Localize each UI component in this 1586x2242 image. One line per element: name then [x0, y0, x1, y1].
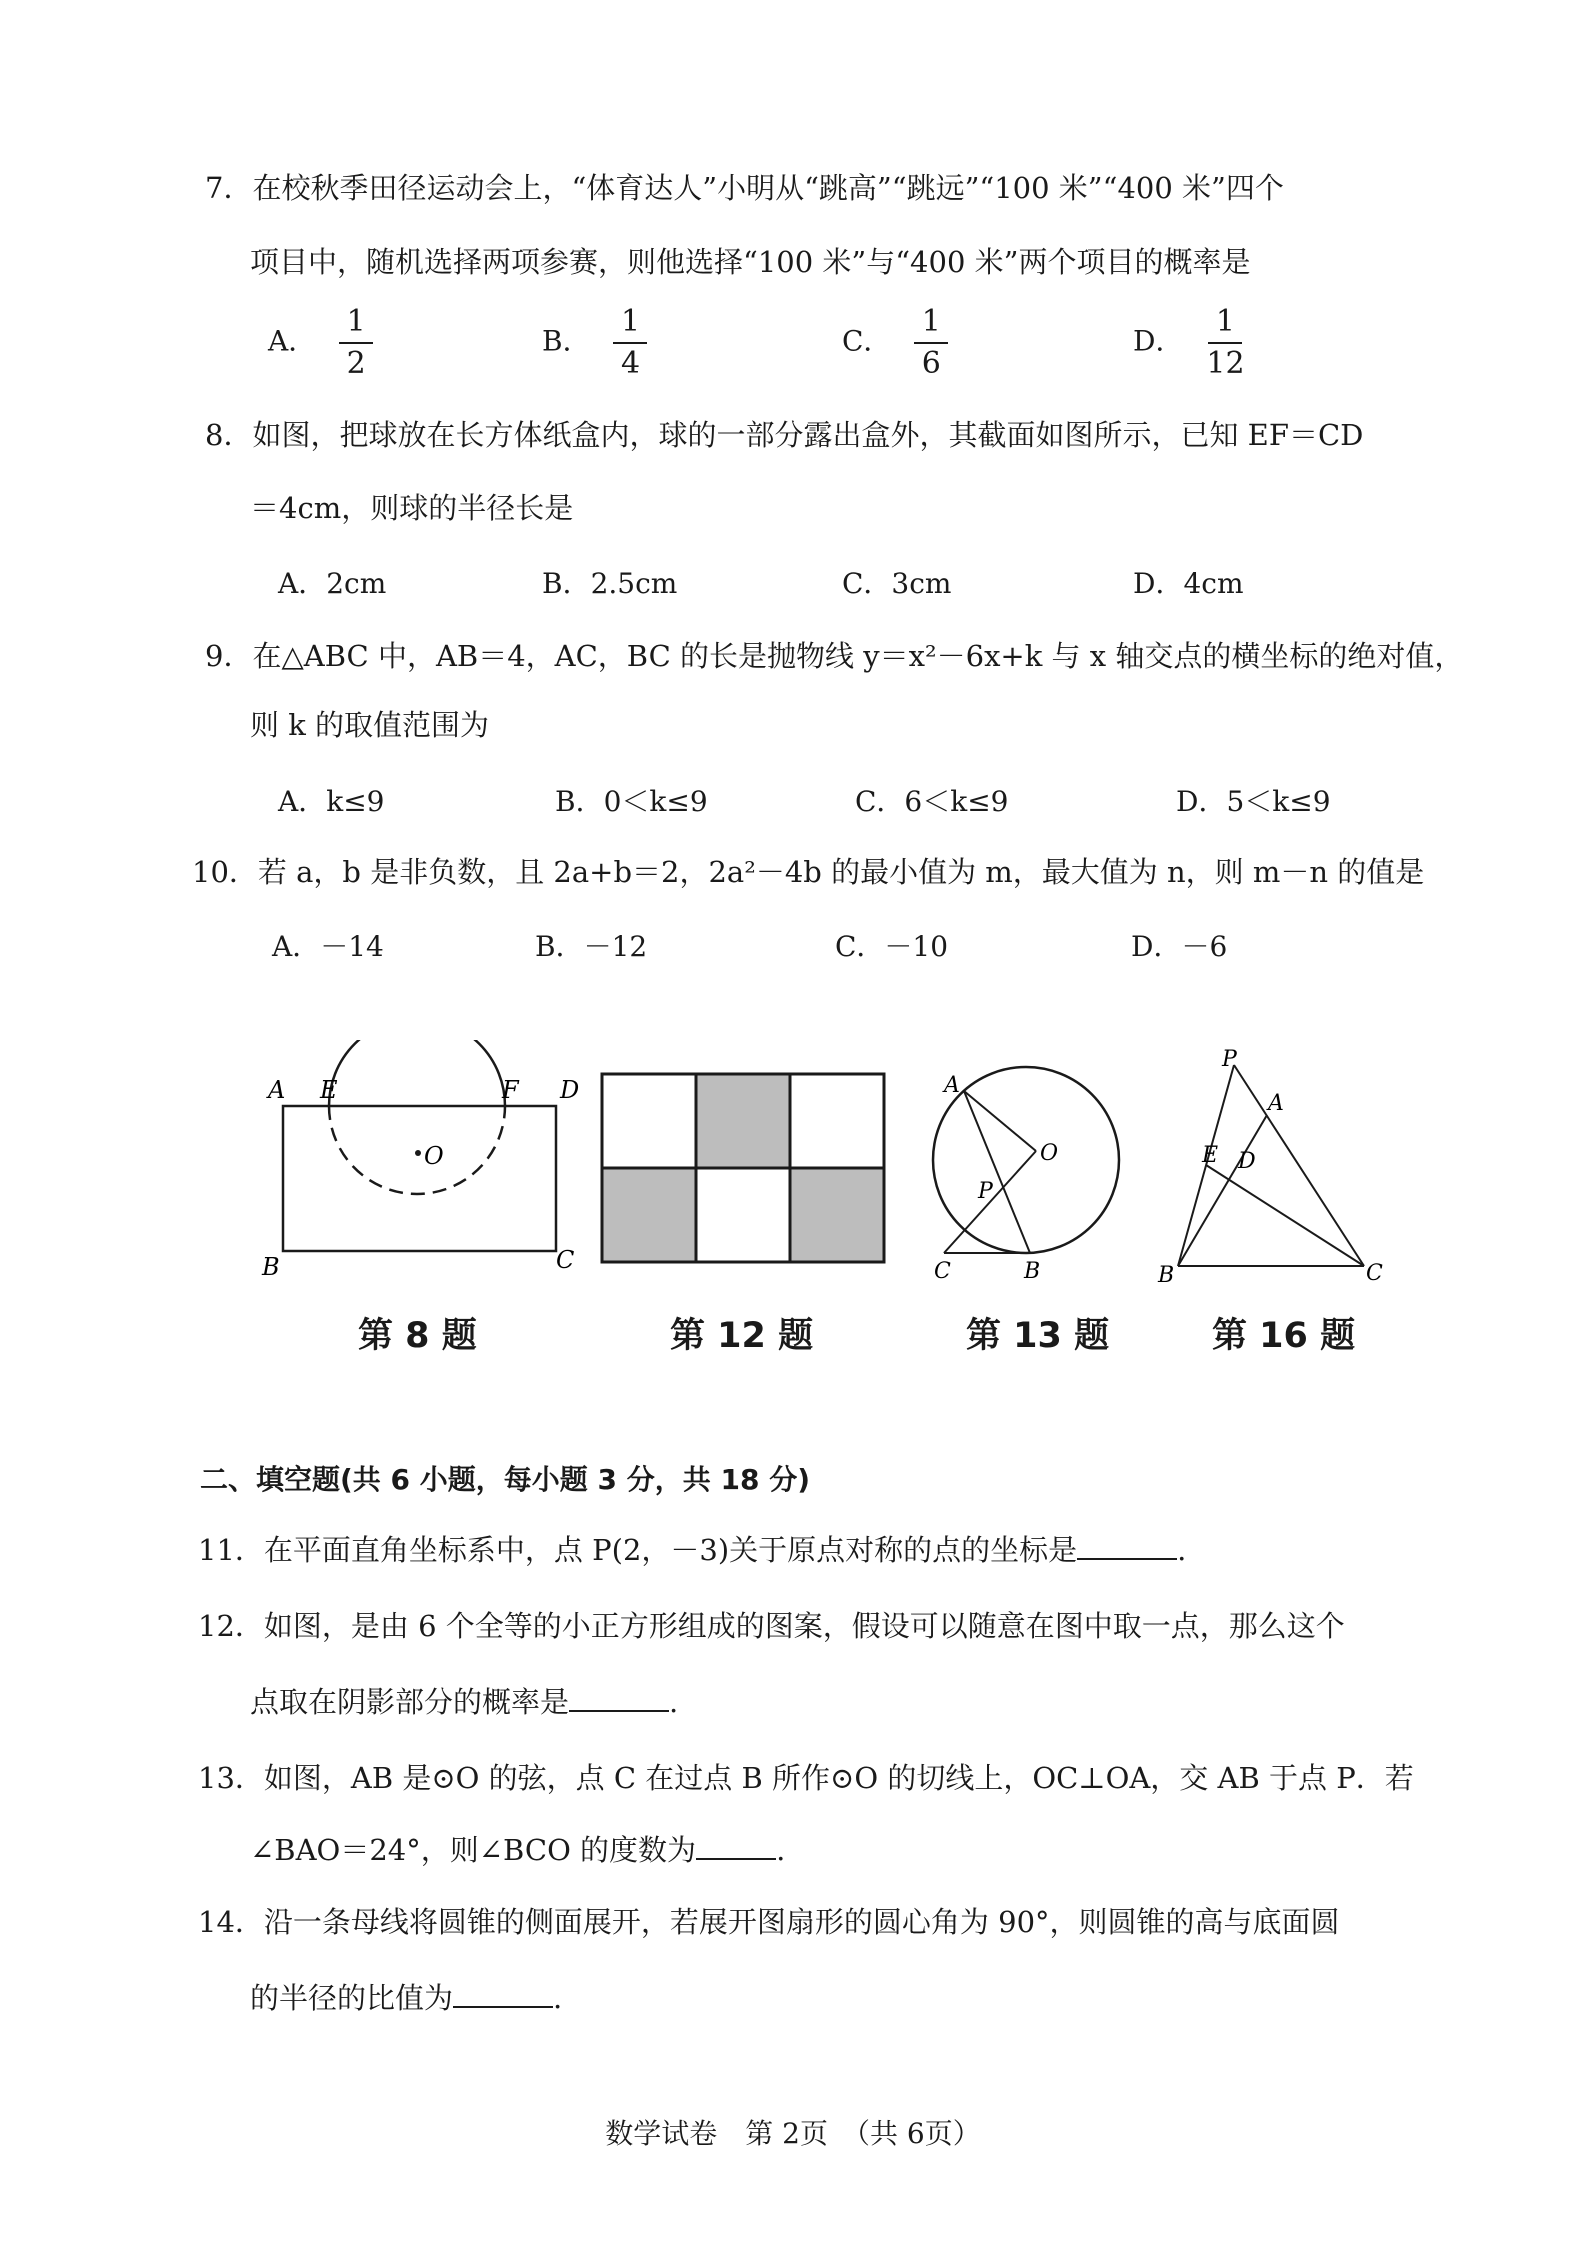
fig8-label-f: F — [502, 1076, 519, 1104]
fig12-caption: 第 12 题 — [670, 1316, 814, 1356]
fig13-label-p: P — [978, 1179, 993, 1204]
q13-line1: 13．如图，AB 是⊙O 的弦，点 C 在过点 B 所作⊙O 的切线上，OC⊥OA，交 AB 于点 P．若 — [198, 1761, 1414, 1795]
fig12-shaded-square — [696, 1074, 790, 1168]
q9-line1: 9．在△ABC 中，AB＝4，AC，BC 的长是抛物线 y＝x²－6x+k 与 x 轴交点的横坐标的绝对值， — [205, 639, 1464, 673]
option-label: B． — [542, 324, 591, 358]
q13-text: ∠BAO＝24°，则∠BCO 的度数为 — [250, 1833, 697, 1867]
q8-option-c[interactable]: C．3cm — [842, 567, 952, 600]
q14-answer-blank[interactable] — [453, 1978, 553, 2008]
numerator: 1 — [620, 304, 641, 339]
q14-text: 的半径的比值为 — [250, 1981, 454, 2015]
section2-title: 二、填空题(共 6 小题，每小题 3 分，共 18 分) — [200, 1463, 811, 1496]
fraction-bar — [339, 342, 373, 344]
denominator: 4 — [620, 346, 641, 381]
q12-line2 — [250, 1682, 678, 1722]
fig16-label-a: A — [1268, 1091, 1284, 1116]
q14-line2 — [250, 1978, 562, 2018]
q10-option-c[interactable]: C．－10 — [835, 930, 949, 963]
q11-text: 11．在平面直角坐标系中，点 P(2，－3)关于原点对称的点的坐标是 — [198, 1533, 1078, 1567]
fig13-label-o: O — [1040, 1141, 1059, 1166]
denominator: 2 — [346, 346, 366, 381]
fig16-diagram — [1157, 1047, 1383, 1288]
fraction-bar — [1208, 342, 1242, 344]
fig8-center-dot — [415, 1150, 421, 1156]
fig12-shaded-square — [602, 1168, 696, 1262]
fig13-label-a: A — [944, 1073, 960, 1098]
fig13-diagram — [933, 1067, 1119, 1284]
q9-option-b[interactable]: B．0＜k≤9 — [555, 785, 708, 818]
q14-end: . — [553, 1981, 563, 2015]
q7-option-d[interactable] — [1133, 305, 1245, 381]
q14-line1: 14．沿一条母线将圆锥的侧面展开，若展开图扇形的圆心角为 90°，则圆锥的高与底面圆 — [198, 1905, 1340, 1939]
numerator: 1 — [921, 304, 941, 339]
q10-option-d[interactable]: D．－6 — [1131, 930, 1228, 963]
numerator: 1 — [1215, 304, 1235, 339]
fig16-label-p: P — [1222, 1047, 1237, 1072]
q7-option-c[interactable] — [842, 305, 948, 381]
fig13-circle — [933, 1067, 1119, 1253]
fig13-label-b: B — [1024, 1259, 1041, 1284]
fig13-segment-ab — [964, 1091, 1030, 1253]
fig13-segment-ao — [964, 1091, 1036, 1151]
fig13-label-c: C — [934, 1259, 951, 1284]
fraction — [914, 305, 948, 381]
fraction-bar — [914, 342, 948, 344]
option-label: C． — [842, 324, 892, 358]
q8-line1: 8．如图，把球放在长方体纸盒内，球的一部分露出盒外，其截面如图所示，已知 EF＝CD — [205, 418, 1364, 452]
figures-row — [0, 1040, 1586, 1290]
q10-option-b[interactable]: B．－12 — [535, 930, 648, 963]
q11-line — [198, 1530, 1186, 1570]
fig8-label-d: D — [560, 1076, 580, 1104]
fig16-segment-ec — [1206, 1165, 1364, 1266]
q7-options — [0, 305, 1586, 385]
q12-text: 点取在阴影部分的概率是 — [250, 1685, 570, 1719]
q7-line2: 项目中，随机选择两项参赛，则他选择“100 米”与“400 米”两个项目的概率是 — [250, 245, 1251, 279]
fig8-arc-dashed — [329, 1106, 505, 1194]
fig12-shaded-square — [790, 1168, 884, 1262]
numerator: 1 — [346, 304, 366, 339]
fig8-label-e: E — [320, 1076, 338, 1104]
q9-option-d[interactable]: D．5＜k≤9 — [1176, 785, 1331, 818]
fig8-diagram — [261, 1040, 579, 1281]
q13-end: . — [776, 1833, 786, 1867]
fig16-segment-ab — [1178, 1115, 1267, 1266]
fraction-bar — [613, 342, 647, 344]
fig8-caption: 第 8 题 — [358, 1316, 477, 1356]
q13-line2 — [250, 1830, 785, 1870]
q7-line1: 7．在校秋季田径运动会上，“体育达人”小明从“跳高”“跳远”“100 米”“400 米”四个 — [205, 171, 1284, 205]
q12-answer-blank[interactable] — [569, 1682, 669, 1712]
q8-option-b[interactable]: B．2.5cm — [542, 567, 678, 600]
q10-line1: 10．若 a，b 是非负数，且 2a+b＝2，2a²－4b 的最小值为 m，最大值为 n，则 m－n 的值是 — [192, 855, 1425, 889]
fraction — [613, 305, 647, 381]
fraction — [339, 305, 373, 381]
fig8-box — [283, 1106, 556, 1251]
q9-line2: 则 k 的取值范围为 — [250, 708, 490, 742]
page-footer: 数学试卷 第 2页 （共 6页） — [605, 2117, 981, 2150]
fig16-caption: 第 16 题 — [1212, 1316, 1356, 1356]
q9-option-a[interactable]: A．k≤9 — [278, 785, 385, 818]
q11-answer-blank[interactable] — [1077, 1530, 1177, 1560]
option-label: A． — [268, 324, 317, 358]
fig16-label-e: E — [1202, 1143, 1219, 1168]
fig8-arc-top — [329, 1040, 505, 1106]
q8-line2: ＝4cm，则球的半径长是 — [250, 491, 574, 525]
denominator: 6 — [921, 346, 941, 381]
fig8-label-a: A — [268, 1076, 286, 1104]
q12-end: . — [669, 1685, 679, 1719]
fig8-label-b: B — [262, 1253, 280, 1281]
q12-line1: 12．如图，是由 6 个全等的小正方形组成的图案，假设可以随意在图中取一点，那么这个 — [198, 1609, 1345, 1643]
q10-option-a[interactable]: A．－14 — [272, 930, 384, 963]
q7-option-b[interactable] — [542, 305, 647, 381]
q13-answer-blank[interactable] — [696, 1830, 776, 1860]
fig8-label-o: O — [424, 1142, 444, 1170]
fraction — [1206, 305, 1244, 381]
fig12-diagram — [602, 1074, 884, 1262]
fig13-caption: 第 13 题 — [966, 1316, 1110, 1356]
q11-end: . — [1177, 1533, 1187, 1567]
q8-option-a[interactable]: A．2cm — [278, 567, 387, 600]
fig16-label-b: B — [1158, 1263, 1175, 1288]
q8-option-d[interactable]: D．4cm — [1133, 567, 1244, 600]
q7-option-a[interactable] — [268, 305, 373, 381]
q9-option-c[interactable]: C．6＜k≤9 — [855, 785, 1009, 818]
fig16-label-d: D — [1238, 1149, 1256, 1174]
denominator: 12 — [1206, 346, 1245, 381]
fig8-label-c: C — [556, 1246, 575, 1274]
fig16-label-c: C — [1366, 1261, 1383, 1286]
option-label: D． — [1133, 324, 1184, 358]
